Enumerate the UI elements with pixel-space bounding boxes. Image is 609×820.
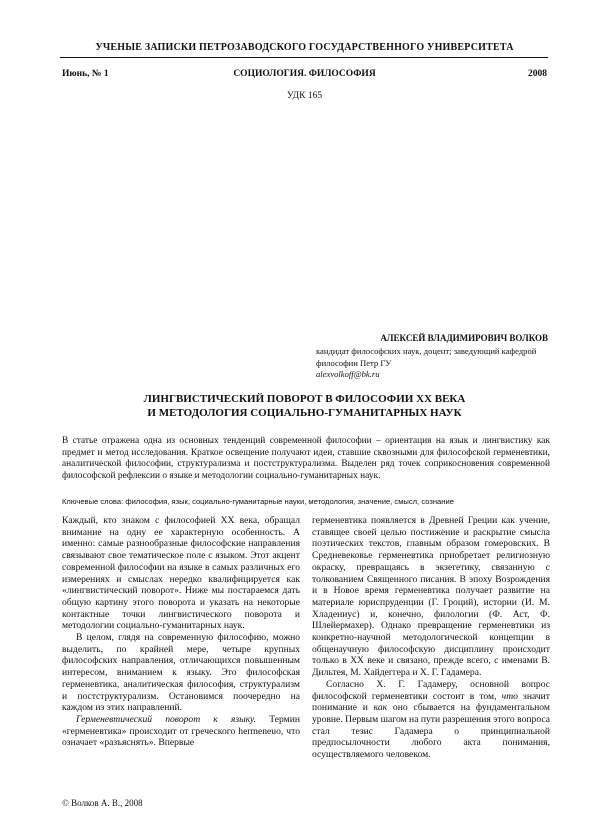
- body-column-right: [312, 515, 550, 761]
- paragraph: В целом, глядя на современную философию, можно выделить, по крайней мере, четыре крупных философских направления, отличающихся повышенным интересом, вниманием к языку. Это философская герменевтика, аналитическая философия, структурализм и постструктурализм. Остановимся поочередно на каждом из этих направлений.: [62, 632, 300, 714]
- year-label: 2008: [528, 69, 547, 79]
- body-column-left: [62, 515, 300, 749]
- article-title: [0, 392, 609, 420]
- section-label: СОЦИОЛОГИЯ. ФИЛОСОФИЯ: [233, 69, 376, 79]
- italic-word: что: [501, 690, 518, 702]
- header-rule: [60, 57, 548, 58]
- author-email[interactable]: alexvolkoff@bk.ru: [316, 369, 380, 379]
- paragraph-text: значит понимание и: [312, 690, 550, 714]
- italic-word: как: [373, 702, 388, 714]
- paragraph: герменевтика появляется в Древней Греции как учение, ставящее своей целью постижение и раскрытие смысла поэтических текстов, главным образом гомеровских. В Средневековье герменевтика приобретает религиозную окраску, превращаясь в экзегетику, связанную с толкованием Священного писания. В эпоху Возрождения и в Новое время герменевтика получает развитие на материале юриспруденции (Г. Гроций), истории (И. М. Хладениус) и, конечно, филологии (Ф. Аст, Ф. Шлейермахер). Однако превращение герменевтики из конкретно-научной методологической концепции в общенаучную философскую дисциплину происходит только в XX веке и связано, прежде всего, с именами В. Дильтея, М. Хайдеггера и Х. Г. Гадамера.: [312, 515, 550, 679]
- title-line-2: И МЕТОДОЛОГИЯ СОЦИАЛЬНО-ГУМАНИТАРНЫХ НАУК: [147, 407, 462, 419]
- udk-code: УДК 165: [286, 91, 323, 101]
- paragraph: [312, 679, 550, 761]
- keywords: Ключевые слова: философия, язык, социально-гуманитарные науки, методология, значение, смысл, сознание: [62, 497, 454, 506]
- paragraph-text: оно сбывается на фундаментальном уровне. Первым шагом на пути разрешения этого вопроса стал тезис Гадамера о принципиальной предпосылочности любого акта понимания, осуществляемого человеком.: [312, 702, 550, 761]
- journal-title: УЧЕНЫЕ ЗАПИСКИ ПЕТРОЗАВОДСКОГО ГОСУДАРСТВЕННОГО УНИВЕРСИТЕТА: [95, 42, 514, 53]
- paragraph: Каждый, кто знаком с философией XX века, обращал внимание на одну ее характерную особенность. А именно: самые разнообразные философские направления связывают свое тематическое поле с языком. Этот акцент современной философии на языке в самых различных его измерениях и смыслах нередко квалифицируется как «лингвистический поворот». Ниже мы постараемся дать общую картину этого поворота и указать на некоторые контактные точки лингвистического поворота и методологии социально-гуманитарных наук.: [62, 515, 300, 632]
- paragraph-text: Согласно Х. Г. Гадамеру, основной вопрос философской герменевтики состоит в том,: [312, 678, 550, 702]
- italic-heading: Герменевтический поворот к языку.: [76, 713, 257, 725]
- title-line-1: ЛИНГВИСТИЧЕСКИЙ ПОВОРОТ В ФИЛОСОФИИ XX ВЕКА: [143, 393, 466, 405]
- affiliation-text: кандидат философских наук, доцент; заведующий кафедрой философии Петр ГУ: [316, 346, 537, 368]
- issue-label: Июнь, № 1: [62, 69, 109, 79]
- paragraph: [62, 714, 300, 749]
- author-affiliation: [316, 346, 554, 381]
- copyright: © Волков А. В., 2008: [62, 798, 143, 808]
- abstract: В статье отражена одна из основных тенденций современной философии – ориентация на язык и лингвистику как предмет и метод исследования. Краткое освещение получают идеи, ставшие сквозными для философской герменевтики, аналитической философии, структурализма и постструктурализма. Выделен ряд точек соприкосновения современной философской рефлексии о языке и методологии социально-гуманитарных наук.: [62, 436, 550, 481]
- paragraph-text: Термин «герменевтика» происходит от греческого hermeneuo, что означает «разъяснять». Впервые: [62, 713, 300, 749]
- author-name: АЛЕКСЕЙ ВЛАДИМИРОВИЧ ВОЛКОВ: [380, 333, 548, 343]
